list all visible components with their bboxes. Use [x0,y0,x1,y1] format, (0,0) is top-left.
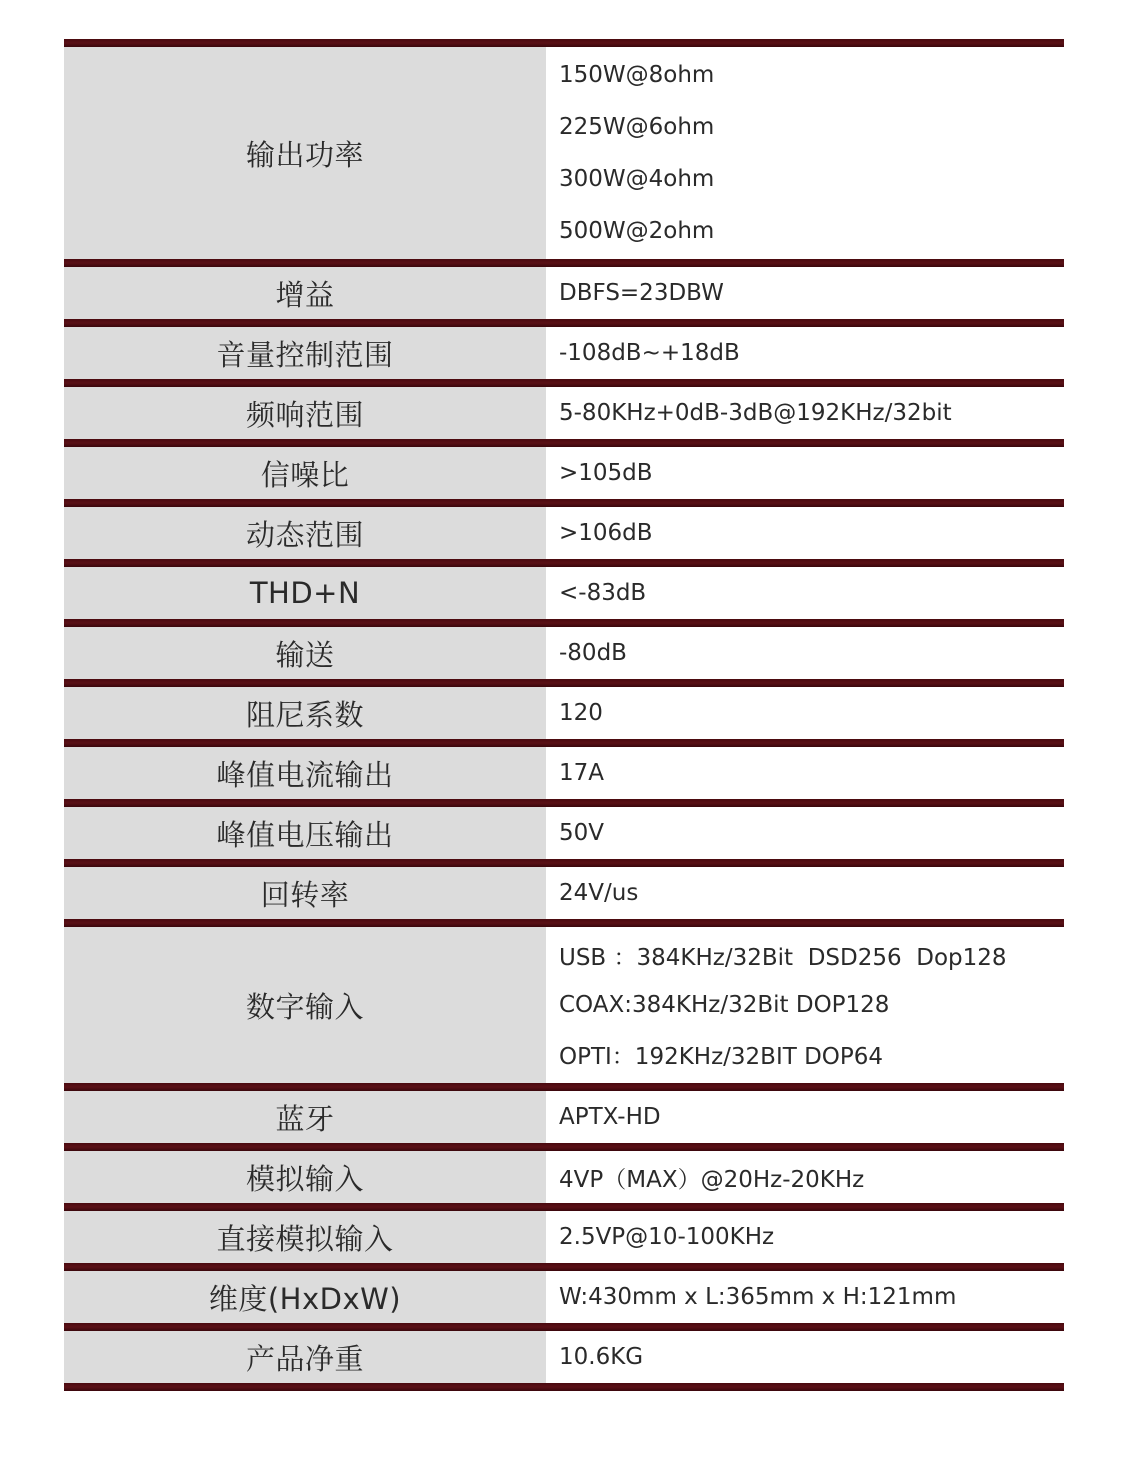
spec-value [546,1331,1064,1383]
spec-value-line: -80dB [559,640,627,666]
spec-label: 阻尼系数 [64,687,546,739]
spec-value [546,327,1064,379]
spec-value [546,1091,1064,1143]
spec-value-line: 2.5VP@10-100KHz [559,1224,775,1250]
spec-label: 动态范围 [64,507,546,559]
spec-label: 峰值电压输出 [64,807,546,859]
spec-label: 回转率 [64,867,546,919]
spec-row-crosstalk [64,627,1064,679]
spec-label: 增益 [64,267,546,319]
spec-value [546,387,1064,439]
spec-row-peak-voltage [64,807,1064,859]
spec-value [546,807,1064,859]
spec-row-frequency-response [64,387,1064,439]
spec-value-line: >106dB [559,520,653,546]
spec-value [546,267,1064,319]
spec-value-line: 10.6KG [559,1344,644,1370]
row-divider [64,1323,1064,1331]
row-divider [64,859,1064,867]
spec-label: 信噪比 [64,447,546,499]
spec-row-output-power [64,47,1064,259]
spec-value-line: 120 [559,700,603,726]
spec-label: 峰值电流输出 [64,747,546,799]
spec-row-digital-input [64,927,1064,1083]
row-divider [64,679,1064,687]
spec-value-line: 225W@6ohm [559,114,715,140]
row-divider [64,1263,1064,1271]
spec-value [546,867,1064,919]
spec-value-line: 150W@8ohm [559,62,715,88]
row-divider [64,499,1064,507]
spec-label: 频响范围 [64,387,546,439]
row-divider [64,919,1064,927]
row-divider [64,439,1064,447]
spec-value [546,747,1064,799]
row-divider [64,739,1064,747]
spec-value-line: 17A [559,760,605,786]
spec-value-line: APTX-HD [559,1104,661,1130]
spec-value-line: W:430mm x L:365mm x H:121mm [559,1284,957,1310]
spec-value-line: 500W@2ohm [559,218,715,244]
spec-label: 维度(HxDxW) [64,1271,546,1323]
spec-value [546,567,1064,619]
spec-row-direct-analog-input [64,1211,1064,1263]
spec-value [546,1151,1064,1203]
row-divider [64,559,1064,567]
row-divider [64,379,1064,387]
row-divider [64,259,1064,267]
spec-value-line: COAX:384KHz/32Bit DOP128 [559,992,890,1018]
spec-value-line: 4VP（MAX）@20Hz-20KHz [559,1166,865,1193]
spec-row-gain [64,267,1064,319]
spec-value [546,687,1064,739]
spec-value [546,1271,1064,1323]
spec-label: 蓝牙 [64,1091,546,1143]
spec-row-net-weight [64,1331,1064,1383]
row-divider [64,319,1064,327]
spec-label: 模拟输入 [64,1151,546,1203]
row-divider [64,799,1064,807]
spec-value [546,1211,1064,1263]
spec-value-line: -108dB~+18dB [559,340,740,366]
spec-value-line: >105dB [559,460,653,486]
spec-row-slew-rate [64,867,1064,919]
spec-row-volume-range [64,327,1064,379]
spec-label: 输送 [64,627,546,679]
row-divider [64,619,1064,627]
spec-value-line: DBFS=23DBW [559,280,724,306]
spec-row-dynamic-range [64,507,1064,559]
spec-label: 数字输入 [64,927,546,1083]
spec-row-peak-current [64,747,1064,799]
row-divider [64,1143,1064,1151]
spec-value-line: <-83dB [559,580,647,606]
spec-value [546,447,1064,499]
spec-value-line: USB ：384KHz/32Bit DSD256 Dop128 [559,945,1007,971]
spec-value-line: OPTI：192KHz/32BIT DOP64 [559,1044,884,1070]
row-divider [64,1383,1064,1391]
spec-value-line: 24V/us [559,880,639,906]
spec-row-analog-input [64,1151,1064,1203]
spec-row-damping-factor [64,687,1064,739]
spec-table [64,39,1064,1391]
spec-value [546,627,1064,679]
spec-value [546,927,1064,1083]
spec-value-line: 50V [559,820,605,846]
spec-row-dimensions [64,1271,1064,1323]
spec-label: 产品净重 [64,1331,546,1383]
spec-row-bluetooth [64,1091,1064,1143]
spec-value-line: 300W@4ohm [559,166,715,192]
row-divider [64,39,1064,47]
spec-label: 音量控制范围 [64,327,546,379]
spec-value [546,507,1064,559]
spec-row-thdn [64,567,1064,619]
row-divider [64,1083,1064,1091]
spec-row-snr [64,447,1064,499]
spec-label: 输出功率 [64,47,546,259]
spec-label: 直接模拟输入 [64,1211,546,1263]
spec-value-line: 5-80KHz+0dB-3dB@192KHz/32bit [559,400,952,426]
spec-label: THD+N [64,567,546,619]
row-divider [64,1203,1064,1211]
spec-value [546,47,1064,259]
